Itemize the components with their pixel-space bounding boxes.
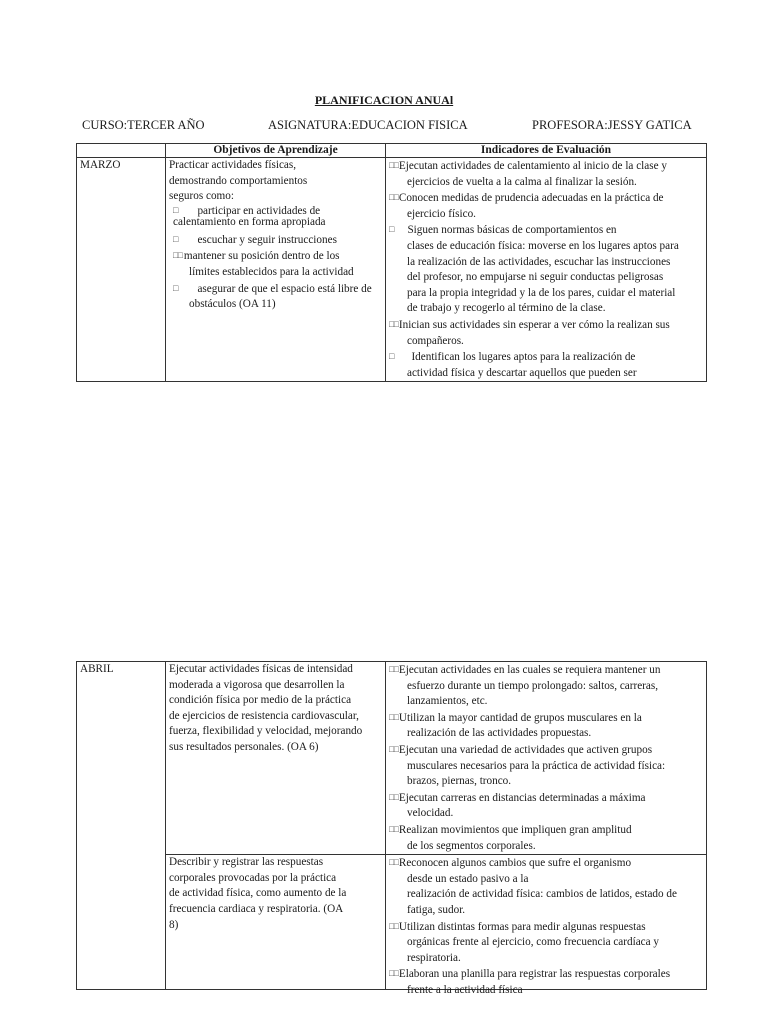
bullet-box-icon: □□ (389, 920, 398, 931)
indicators-cell (386, 158, 707, 382)
text-line: de actividad física, como aumento de la (169, 887, 347, 900)
objective-cell (166, 855, 386, 990)
indicator-item (389, 855, 703, 918)
indicators-header: Indicadores de Evaluación (386, 144, 707, 158)
empty-header-cell (77, 144, 166, 158)
table-row (77, 662, 707, 855)
text-line: Utilizan distintas formas para medir algunas respuestas (398, 920, 646, 933)
text-line: esfuerzo durante un tiempo prolongado: saltos, carreras, (407, 679, 659, 692)
text-line: 8) (169, 918, 179, 931)
objective-bullet (169, 205, 382, 228)
course-label: CURSO:TERCER AÑO (82, 118, 205, 132)
text-line: realización de las actividades propuestas. (407, 727, 592, 740)
table-row (77, 158, 707, 382)
text-line: participar en actividades de (197, 204, 321, 217)
indicator-item (389, 966, 703, 996)
text-line: de ejercicios de resistencia cardiovascular, (169, 709, 359, 722)
text-line: Utilizan la mayor cantidad de grupos musculares en la (398, 711, 642, 724)
text-line: Ejecutan actividades de calentamiento al inicio de la clase y (398, 160, 667, 172)
bullet-box-icon: □□ (389, 791, 398, 802)
bullet-box-icon: □□ (389, 968, 398, 979)
text-line: asegurar de que el espacio está libre de (197, 282, 372, 295)
text-line: desde un estado pasivo a la (407, 872, 529, 885)
text-line: respiratoria. (407, 951, 461, 964)
planning-table-march (76, 143, 707, 382)
objective-cell (166, 662, 386, 855)
objective-cell (166, 158, 386, 382)
text-line: Ejecutar actividades físicas de intensidad (169, 663, 353, 675)
bullet-box-icon: □ (173, 282, 178, 293)
text-line: lanzamientos, etc. (407, 695, 488, 708)
text-line: moderada a vigorosa que desarrollen la (169, 678, 345, 691)
indicator-item (389, 742, 703, 790)
objective-bullet (169, 232, 382, 249)
text-line: Identifican los lugares aptos para la realización de (411, 351, 636, 364)
indicator-item (389, 158, 703, 190)
text-line: frecuencia cardiaca y respiratoria. (OA (169, 902, 344, 915)
bullet-box-icon: □□ (389, 857, 398, 868)
text-line: Realizan movimientos que impliquen gran amplitud (398, 823, 632, 836)
text-line: fatiga, sudor. (407, 903, 466, 916)
text-line: brazos, piernas, tronco. (407, 775, 512, 788)
indicator-item (389, 710, 703, 742)
bullet-box-icon: □ (389, 224, 394, 235)
text-line: obstáculos (OA 11) (189, 298, 276, 311)
objective-bullet (169, 248, 382, 280)
bullet-box-icon: □□ (389, 192, 398, 203)
text-line: Ejecutan una variedad de actividades que activen grupos (398, 743, 653, 756)
indicators-cell (386, 662, 707, 855)
text-line: Inician sus actividades sin esperar a ver cómo la realizan sus (398, 318, 670, 331)
text-line: Elaboran una planilla para registrar las respuestas corporales (398, 968, 671, 981)
indicator-item (389, 317, 703, 349)
indicator-item (389, 790, 703, 822)
bullet-box-icon: □□ (389, 743, 398, 754)
text-line: escuchar y seguir instrucciones (197, 233, 337, 246)
text-line: velocidad. (407, 807, 454, 820)
text-line: límites establecidos para la actividad (189, 265, 354, 278)
objective-bullet (169, 281, 382, 313)
text-line: realización de actividad física: cambios de latidos, estado de (407, 888, 677, 901)
text-line: compañeros. (407, 334, 464, 347)
subject-label: ASIGNATURA:EDUCACION FISICA (268, 118, 468, 132)
text-line: frente a la actividad física (407, 983, 523, 996)
objective-intro (169, 158, 382, 205)
indicator-item (389, 822, 703, 854)
indicator-item (389, 349, 703, 381)
document-title: PLANIFICACION ANUAl (314, 93, 454, 107)
indicator-item (389, 919, 703, 967)
text-line: para la propia integridad y la de los pares, cuidar el material (407, 286, 676, 299)
text-line: ejercicios de vuelta a la calma al finalizar la sesión. (407, 175, 637, 188)
indicator-item (389, 222, 703, 317)
text-line: Practicar actividades físicas, (169, 159, 297, 171)
text-line: calentamiento en forma apropiada (173, 215, 326, 228)
bullet-box-icon: □ (173, 204, 178, 215)
teacher-label: PROFESORA:JESSY GATICA (532, 118, 692, 132)
bullet-box-icon: □□ (173, 250, 182, 261)
bullet-box-icon: □ (173, 233, 178, 244)
table-header-row (77, 144, 707, 158)
text-line: la realización de las actividades, escuchar las instrucciones (407, 255, 671, 268)
text-line: mantener su posición dentro de los (183, 250, 340, 263)
text-line: musculares necesarios para la práctica de actividad física: (407, 759, 666, 772)
bullet-box-icon: □□ (389, 318, 398, 329)
indicator-item (389, 190, 703, 222)
text-line: demostrando comportamientos (169, 174, 308, 187)
table-row (77, 855, 707, 990)
text-line: del profesor, no empujarse ni seguir conductas peligrosas (407, 271, 664, 284)
text-line: Reconocen algunos cambios que sufre el organismo (398, 857, 632, 870)
month-cell: ABRIL (77, 662, 166, 990)
text-line: de los segmentos corporales. (407, 839, 536, 852)
indicators-cell (386, 855, 707, 996)
text-line: Describir y registrar las respuestas (169, 856, 324, 869)
bullet-box-icon: □□ (389, 823, 398, 834)
month-cell: MARZO (77, 158, 166, 382)
planning-table-april (76, 661, 707, 996)
text-line: Conocen medidas de prudencia adecuadas en la práctica de (398, 192, 664, 205)
text-line: corporales provocadas por la práctica (169, 871, 337, 884)
text-line: seguros como: (169, 190, 234, 203)
objectives-header: Objetivos de Aprendizaje (166, 144, 386, 158)
text-line: condición física por medio de la práctica (169, 694, 352, 707)
text-line: orgánicas frente al ejercicio, como frecuencia cardíaca y (407, 936, 659, 949)
text-line: sus resultados personales. (OA 6) (169, 740, 319, 753)
text-line: ejercicio físico. (407, 207, 476, 220)
text-line: Ejecutan carreras en distancias determinadas a máxima (398, 791, 646, 804)
bullet-box-icon: □□ (389, 160, 398, 170)
text-line: Ejecutan actividades en las cuales se requiera mantener un (398, 664, 661, 676)
bullet-box-icon: □ (389, 351, 394, 362)
indicator-item (389, 662, 703, 710)
bullet-box-icon: □□ (389, 711, 398, 722)
bullet-box-icon: □□ (389, 664, 398, 674)
text-line: fuerza, flexibilidad y velocidad, mejorando (169, 725, 363, 738)
text-line: clases de educación física: moverse en los lugares aptos para (407, 239, 679, 252)
text-line: actividad física y descartar aquellos que pueden ser (407, 366, 637, 379)
text-line: de trabajo y recogerlo al término de la clase. (407, 302, 606, 315)
text-line: Siguen normas básicas de comportamientos en (407, 224, 617, 237)
